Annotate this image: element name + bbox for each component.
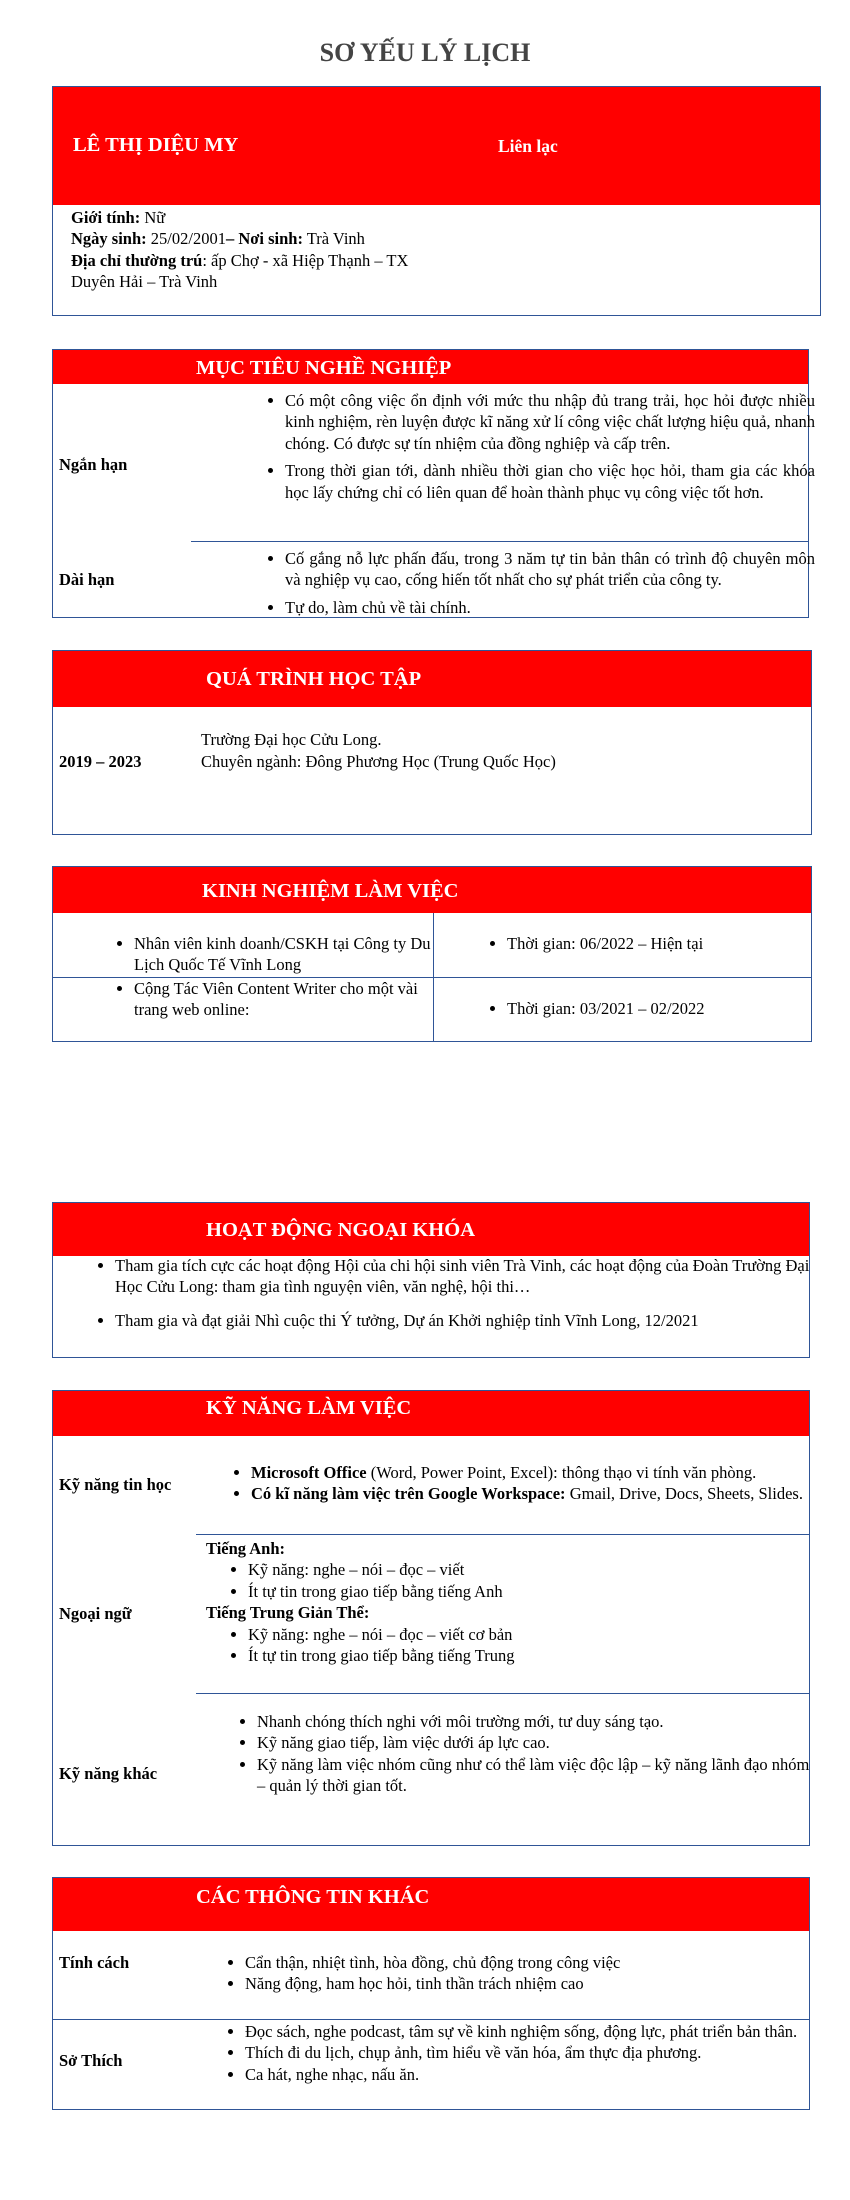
- personality-label: Tính cách: [59, 1953, 130, 1972]
- gender-line: [71, 207, 451, 228]
- activities-title: HOẠT ĐỘNG NGOẠI KHÓA: [206, 1219, 475, 1241]
- it-skill-bold: Có kĩ năng làm việc trên Google Workspace:: [251, 1484, 566, 1504]
- hobbies-list: [221, 2021, 815, 2085]
- experience-time-1: [483, 933, 827, 954]
- list-item: • Cộng Tác Viên Content Writer cho một vài trang web online:: [134, 978, 434, 1021]
- other-skills-list: [233, 1711, 817, 1797]
- activities-list: [91, 1255, 815, 1331]
- list-item: • Ca hát, nghe nhạc, nấu ăn.: [245, 2064, 815, 2085]
- career-goals-section: [52, 349, 815, 618]
- english-list: [206, 1559, 786, 1602]
- gender-value: Nữ: [144, 208, 166, 227]
- list-item: • Thích đi du lịch, chụp ảnh, tìm hiểu về văn hóa, ẩm thực địa phương.: [245, 2042, 815, 2063]
- list-item: • Nhân viên kinh doanh/CSKH tại Công ty Du Lịch Quốc Tế Vĩnh Long: [134, 933, 434, 976]
- education-section: [52, 650, 812, 835]
- profile-header: [52, 86, 821, 316]
- list-item: • Có một công việc ổn định với mức thu nhập đủ trang trải, học hỏi được nhiều kinh nghiệm, rèn luyện được kĩ năng xử lí công việc chất lượng hiệu quả, nhanh chóng. Có được sự tín nhiệm của đồng nghiệp và cấp trên.: [285, 390, 815, 454]
- list-item: • Ít tự tin trong giao tiếp bằng tiếng Anh: [248, 1581, 786, 1602]
- list-item: • Nhanh chóng thích nghi với môi trường mới, tư duy sáng tạo.: [257, 1711, 817, 1732]
- profile-header-bar: [53, 87, 820, 205]
- it-skills-label: Kỹ năng tin học: [59, 1475, 172, 1494]
- list-item: • Thời gian: 06/2022 – Hiện tại: [507, 933, 827, 954]
- list-item: • Năng động, ham học hỏi, tinh thần trách nhiệm cao: [245, 1973, 815, 1994]
- list-item: [251, 1462, 816, 1483]
- english-label: Tiếng Anh:: [206, 1539, 286, 1558]
- dob-label: Ngày sinh:: [71, 229, 147, 249]
- other-info-section: [52, 1877, 810, 2110]
- list-item: • Đọc sách, nghe podcast, tâm sự về kinh nghiệm sống, động lực, phát triển bản thân.: [245, 2021, 815, 2042]
- personal-info: [71, 207, 451, 293]
- dob-line: Ngày sinh: 25/02/2001– Nơi sinh: Trà Vinh: [71, 229, 365, 249]
- gender-label: Giới tính:: [71, 208, 141, 227]
- skills-section: [52, 1390, 810, 1846]
- list-item: • Tham gia và đạt giải Nhì cuộc thi Ý tưởng, Dự án Khởi nghiệp tỉnh Vĩnh Long, 12/2021: [115, 1310, 815, 1331]
- page-title: SƠ YẾU LÝ LỊCH: [319, 38, 531, 67]
- it-skill-text: (Word, Power Point, Excel): thông thạo vi tính văn phòng.: [366, 1463, 757, 1482]
- short-term-label: Ngắn hạn: [59, 455, 128, 474]
- education-bar: [53, 651, 811, 707]
- major: Chuyên ngành: Đông Phương Học (Trung Quốc Học): [201, 752, 556, 771]
- long-term-list: [261, 548, 815, 618]
- list-item: • Cẩn thận, nhiệt tình, hòa đồng, chủ động trong công việc: [245, 1952, 815, 1973]
- divider: [53, 2019, 809, 2020]
- personality-list: [221, 1952, 815, 1995]
- skills-title: KỸ NĂNG LÀM VIỆC: [206, 1397, 412, 1419]
- activities-section: [52, 1202, 810, 1358]
- languages-block: [206, 1538, 786, 1667]
- activities-bar: [53, 1203, 809, 1256]
- list-item: • Kỹ năng giao tiếp, làm việc dưới áp lực cao.: [257, 1732, 817, 1753]
- list-item: • Kỹ năng làm việc nhóm cũng như có thể làm việc độc lập – kỹ năng lãnh đạo nhóm – quản lý thời gian tốt.: [257, 1754, 817, 1797]
- languages-label: Ngoại ngữ: [59, 1604, 132, 1623]
- list-item: • Tham gia tích cực các hoạt động Hội của chi hội sinh viên Trà Vinh, các hoạt động của Đoàn Trường Đại Học Cửu Long: tham gia tình nguyện viên, văn nghệ, hội thi…: [115, 1255, 815, 1298]
- candidate-name: LÊ THỊ DIỆU MY: [73, 134, 239, 156]
- short-term-list: [261, 390, 815, 503]
- other-skills-label: Kỹ năng khác: [59, 1764, 158, 1783]
- experience-title: KINH NGHIỆM LÀM VIỆC: [202, 880, 459, 902]
- list-item: • Kỹ năng: nghe – nói – đọc – viết: [248, 1559, 786, 1580]
- divider: [196, 1534, 809, 1535]
- birthplace-label: Nơi sinh:: [238, 229, 303, 249]
- list-item: [251, 1483, 816, 1504]
- list-item: • Kỹ năng: nghe – nói – đọc – viết cơ bản: [248, 1624, 786, 1645]
- it-skill-text: Gmail, Drive, Docs, Sheets, Slides.: [565, 1484, 803, 1504]
- divider: [196, 1693, 809, 1694]
- experience-role-1: [110, 933, 434, 976]
- experience-time-2: [483, 998, 827, 1019]
- it-skills-list: [227, 1462, 816, 1505]
- school-name: Trường Đại học Cửu Long.: [201, 730, 382, 749]
- list-item: • Ít tự tin trong giao tiếp bằng tiếng Trung: [248, 1645, 786, 1666]
- dob-value: 25/02/2001: [150, 229, 226, 249]
- divider: [191, 541, 808, 542]
- list-item: • Trong thời gian tới, dành nhiều thời gian cho việc học hỏi, tham gia các khóa học lấy chứng chỉ có liên quan để hoàn thành phục vụ công việc tốt hơn.: [285, 460, 815, 503]
- it-skill-bold: Microsoft Office: [251, 1463, 367, 1482]
- chinese-list: [206, 1624, 786, 1667]
- list-item: • Cố gắng nỗ lực phấn đấu, trong 3 năm tự tin bản thân có trình độ chuyên môn và nghiệp vụ cao, cống hiến tốt nhất cho sự phát triển của công ty.: [285, 548, 815, 591]
- chinese-label: Tiếng Trung Giản Thể:: [206, 1603, 370, 1623]
- address-value: : ấp Chợ - xã Hiệp Thạnh – TX Duyên Hải – Trà Vinh: [71, 250, 409, 292]
- hobbies-label: Sở Thích: [59, 2051, 123, 2070]
- contact-label: Liên lạc: [498, 136, 558, 156]
- skills-bar: [53, 1391, 809, 1436]
- experience-bar: [53, 867, 811, 913]
- career-goals-title: MỤC TIÊU NGHỀ NGHIỆP: [196, 357, 452, 379]
- education-period: 2019 – 2023: [59, 752, 142, 771]
- address-label: Địa chỉ thường trú: [71, 250, 203, 270]
- list-item: • Thời gian: 03/2021 – 02/2022: [507, 998, 827, 1019]
- education-title: QUÁ TRÌNH HỌC TẬP: [206, 668, 422, 690]
- long-term-label: Dài hạn: [59, 570, 115, 589]
- career-goals-bar: [53, 350, 808, 384]
- address-line: [71, 250, 451, 293]
- other-info-bar: [53, 1878, 809, 1931]
- experience-section: [52, 866, 812, 1042]
- list-item: • Tự do, làm chủ về tài chính.: [285, 597, 815, 618]
- other-info-title: CÁC THÔNG TIN KHÁC: [196, 1886, 430, 1908]
- experience-role-2: [110, 978, 434, 1021]
- birthplace-value: Trà Vinh: [306, 229, 365, 249]
